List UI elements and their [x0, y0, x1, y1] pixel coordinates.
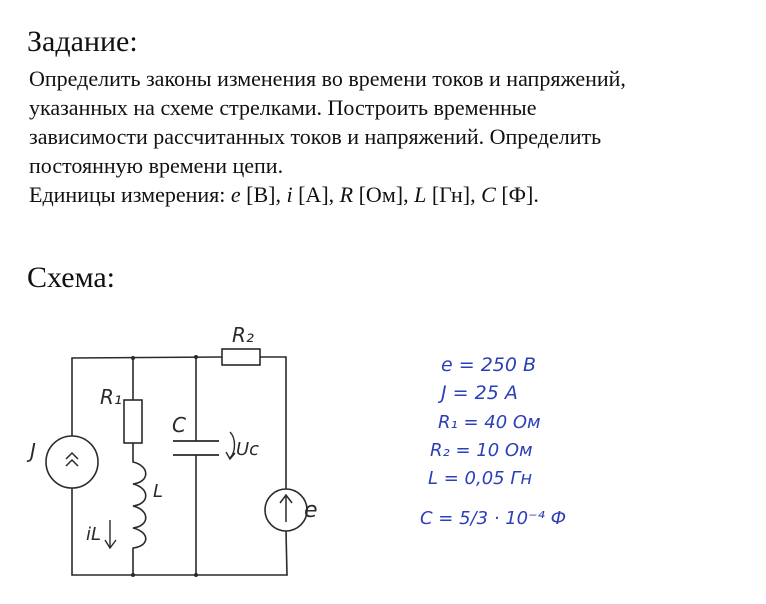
node-bottom-2 — [194, 573, 198, 577]
label-j: J — [30, 439, 36, 463]
voltage-arrow-uc — [226, 432, 235, 459]
inductor-l — [133, 462, 146, 548]
node-bottom-1 — [131, 573, 135, 577]
label-c: C — [172, 413, 186, 437]
label-il: iL — [86, 524, 102, 545]
given-e: e = 250 B — [441, 354, 537, 376]
given-r2: R₂ = 10 Ом — [430, 440, 533, 461]
given-l: L = 0,05 Гн — [428, 468, 533, 489]
capacitor-c — [173, 441, 219, 455]
task-line-4: постоянную времени цепи. — [29, 153, 284, 178]
task-line-3: зависимости рассчитанных токов и напряжений. Определить — [29, 124, 602, 149]
task-heading: Задание: — [27, 25, 138, 58]
resistor-r2 — [222, 349, 260, 365]
scheme-heading: Схема: — [27, 261, 116, 294]
units-line: Единицы измерения: e [В], i [А], R [Ом], L [Гн], C [Ф]. — [29, 182, 539, 207]
node-top-1 — [131, 356, 135, 360]
current-source-j — [46, 436, 98, 488]
given-j: J = 25 A — [441, 382, 518, 404]
task-line-2: указанных на схеме стрелками. Построить временные — [29, 95, 537, 120]
label-e: e — [304, 498, 318, 523]
label-l: L — [153, 481, 164, 502]
resistor-r1 — [124, 400, 142, 443]
given-c: C = 5/3 · 10⁻⁴ Ф — [420, 508, 567, 529]
wire-branch-e — [286, 357, 287, 575]
label-uc: Uc — [236, 439, 260, 460]
node-top-2 — [194, 355, 198, 359]
current-arrow-il — [105, 520, 116, 548]
label-r1: R₁ — [100, 385, 122, 409]
given-r1: R₁ = 40 Ом — [438, 412, 541, 433]
task-line-1: Определить законы изменения во времени токов и напряжений, — [29, 66, 626, 91]
label-r2: R₂ — [232, 323, 254, 347]
